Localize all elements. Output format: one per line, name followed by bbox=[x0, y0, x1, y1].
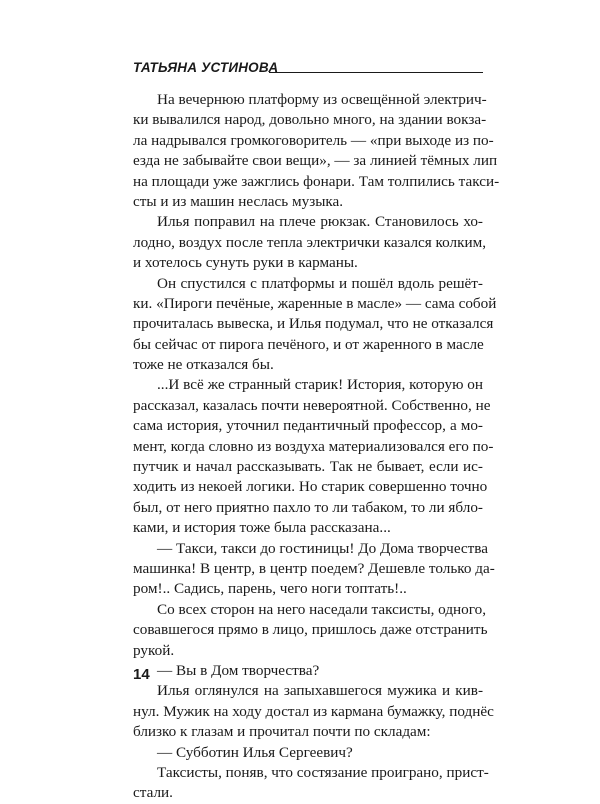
text-line: тоже не отказался бы. bbox=[133, 356, 274, 374]
text-line: нул. Мужик на ходу достал из кармана бумажку, поднёс bbox=[133, 702, 494, 720]
text-line: путчик и начал рассказывать. Так не бывает, если ис- bbox=[133, 458, 483, 476]
text-line: рукой. bbox=[133, 641, 175, 659]
text-line: ...И всё же странный старик! История, которую он bbox=[157, 376, 483, 394]
header-rule bbox=[269, 72, 483, 73]
text-line: ки вывалился народ, довольно много, на здании вокза- bbox=[133, 111, 487, 129]
text-line: На вечернюю платформу из освещённой электрич- bbox=[157, 91, 487, 108]
running-header bbox=[133, 60, 483, 78]
text-line: Таксисты, поняв, что состязание проиграно, прист- bbox=[157, 763, 489, 781]
text-line: ками, и история тоже была рассказана... bbox=[133, 519, 391, 537]
text-line: ром!.. Садись, парень, чего ноги топтать!.. bbox=[133, 580, 407, 598]
page-number: 14 bbox=[133, 666, 150, 683]
text-line: — Субботин Илья Сергеевич? bbox=[157, 743, 353, 761]
text-line: лодно, воздух после тепла электрички казался колким, bbox=[133, 233, 487, 251]
text-line: ки. «Пироги печёные, жаренные в масле» — сама собой bbox=[133, 294, 497, 312]
text-line: — Вы в Дом творчества? bbox=[157, 661, 320, 679]
text-line: и хотелось сунуть руки в карманы. bbox=[133, 254, 358, 272]
text-line: Илья поправил на плече рюкзак. Становилось хо- bbox=[157, 213, 483, 231]
text-line: сты и из машин неслась музыка. bbox=[133, 192, 344, 210]
text-line: — Такси, такси до гостиницы! До Дома творчества bbox=[157, 539, 489, 557]
text-line: машинка! В центр, в центр поедем? Дешевле только да- bbox=[133, 559, 495, 577]
body-text bbox=[133, 90, 500, 804]
text-line: рассказал, казалась почти невероятной. Собственно, не bbox=[133, 396, 491, 414]
text-line: совавшегося прямо в лицо, пришлось даже отстранить bbox=[133, 621, 488, 639]
text-line: ла надрывался громкоговоритель — «при выходе из по- bbox=[133, 131, 494, 149]
text-line: был, от него приятно пахло то ли табаком, то ли ябло- bbox=[133, 498, 483, 516]
text-line: прочиталась вывеска, и Илья подумал, что не отказался bbox=[133, 315, 494, 333]
text-line: сама история, уточнил педантичный профессор, а мо- bbox=[133, 417, 483, 435]
text-line: стали. bbox=[133, 784, 173, 802]
text-line: Илья оглянулся на запыхавшегося мужика и кив- bbox=[157, 682, 483, 700]
text-line: на площади уже зажглись фонари. Там толпились такси- bbox=[133, 172, 500, 190]
text-line: близко к глазам и прочитал почти по складам: bbox=[133, 723, 431, 741]
text-line: езда не забывайте свои вещи», — за линией тёмных лип bbox=[133, 152, 498, 170]
text-line: Со всех сторон на него наседали таксисты, одного, bbox=[157, 600, 487, 618]
text-line: Он спустился с платформы и пошёл вдоль решёт- bbox=[157, 274, 483, 292]
text-line: ходить из некоей логики. Но старик совершенно точно bbox=[133, 478, 488, 496]
text-line: мент, когда словно из воздуха материализовался его по- bbox=[133, 437, 494, 455]
author-name: ТАТЬЯНА УСТИНОВА bbox=[133, 60, 279, 75]
text-line: бы сейчас от пирога печёного, и от жаренного в масле bbox=[133, 335, 484, 353]
